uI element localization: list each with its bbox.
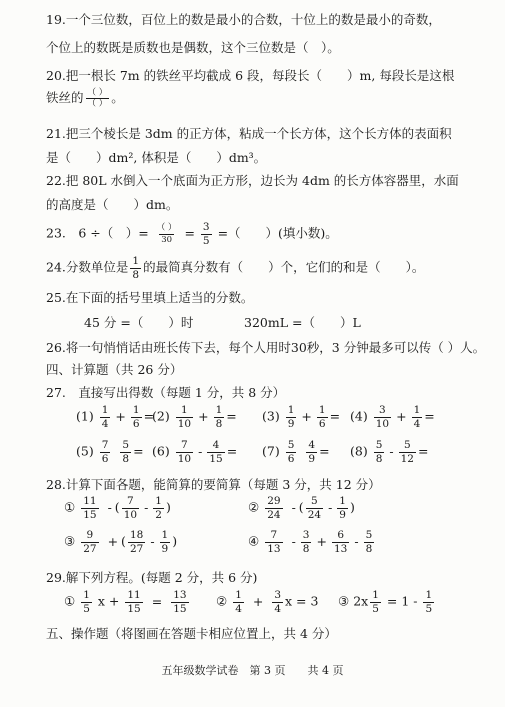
q27-item-3: (3) $\frac{1}{9}$ + $\frac{1}{6}$ = [262, 404, 341, 430]
q27-title: 27. 直接写出得数（每题 1 分，共 8 分） [46, 385, 286, 400]
q25-left: 45 分 =（ ）时 [84, 315, 194, 330]
q29-eq-2: ② $\frac{1}{4}$ + $\frac{3}{4}$ x = 3 [216, 589, 319, 615]
page-footer: 五年级数学试卷 第 3 页 共 4 页 [161, 664, 344, 677]
q20-line1: 20.把一根长 7m 的铁丝平均截成 6 段，每段长（ ）m, 每段长是这根 [46, 68, 455, 83]
q27-item-7: (7) $\frac{5}{6}$ $\frac{4}{9}$ = [262, 439, 330, 465]
q26-line1: 26.将一句悄悄话由班长传下去，每个人用时30秒，3 分钟最多可以传（ ）人。 [46, 340, 486, 355]
q19-line1: 19.一个三位数，百位上的数是最小的合数，十位上的数是最小的奇数， [46, 12, 441, 27]
q23 [46, 222, 338, 246]
q27-item-2: (2) $\frac{1}{10}$ + $\frac{1}{8}$ = [152, 404, 237, 430]
q28-expr-2: ② $\frac{29}{24}$ - ( $\frac{5}{24}$ - $\frac{1}{9}$ ) [248, 495, 355, 521]
q20-line2 [46, 88, 124, 109]
q25-line1: 25.在下面的括号里填上适当的分数。 [46, 290, 254, 305]
q25-right: 320mL =（ ）L [244, 315, 361, 330]
q28-expr-1: ① $\frac{11}{15}$ - ( $\frac{7}{10}$ - $\frac{1}{2}$ ) [64, 495, 171, 521]
q21-line2: 是（ ）dm², 体积是（ ）dm³。 [46, 150, 267, 165]
q23-fraction-2: $\frac{3}{5}$ [202, 221, 210, 247]
q28-expr-3: ③ $\frac{9}{27}$ + ( $\frac{18}{27}$ - $\frac{1}{9}$ ) [64, 529, 178, 555]
q20-blank-fraction: $\frac{( )}{( )}$ [87, 87, 108, 109]
q24 [46, 256, 424, 280]
section-5-title: 五、操作题（将图画在答题卡相应位置上，共 4 分） [46, 626, 337, 641]
q23-equals: = [184, 225, 195, 241]
q24-pre: 24.分数单位是 [46, 259, 129, 275]
q28-expr-4: ④ $\frac{7}{13}$ - $\frac{3}{8}$ + $\frac{6}{13}$ - $\frac{5}{8}$ [248, 529, 373, 555]
q27-item-6: (6) $\frac{7}{10}$ - $\frac{4}{15}$ = [152, 439, 238, 465]
section-4-title: 四、计算题（共 26 分） [46, 362, 183, 377]
q23-post: =（ ）(填小数)。 [217, 225, 338, 241]
q29-eq-3: ③ 2x $\frac{1}{5}$ = 1 - $\frac{1}{5}$ [338, 589, 433, 615]
q29-eq-1: ① $\frac{1}{5}$ x + $\frac{11}{15}$ = $\frac{13}{15}$ [64, 589, 187, 615]
q23-fraction-1: $\frac{( )}{30}$ [156, 223, 177, 245]
q23-pre: 23. 6 ÷（ ）= [46, 225, 149, 241]
q27-item-8: (8) $\frac{5}{8}$ - $\frac{5}{12}$ = [350, 439, 429, 465]
q27-item-4: (4) $\frac{3}{10}$ + $\frac{1}{4}$ = [350, 404, 435, 430]
q22-line1: 22.把 80L 水倒入一个底面为正方形，边长为 4dm 的长方体容器里，水面 [46, 173, 459, 188]
q20-end: 。 [111, 90, 124, 105]
q22-line2: 的高度是（ ）dm。 [46, 197, 179, 212]
q28-title: 28.计算下面各题，能简算的要简算（每题 3 分，共 12 分） [46, 477, 381, 492]
q27-item-1: (1) $\frac{1}{4}$ + $\frac{1}{6}$ = [76, 404, 155, 430]
q19-line2: 个位上的数既是质数也是偶数，这个三位数是（ ）。 [46, 40, 340, 55]
q29-title: 29.解下列方程。(每题 2 分，共 6 分) [46, 570, 258, 585]
q21-line1: 21.把三个棱长是 3dm 的正方体，粘成一个长方体，这个长方体的表面积 [46, 126, 452, 141]
q24-post: 的最简真分数有（ ）个，它们的和是（ ）。 [143, 259, 425, 275]
q24-fraction: $\frac{1}{8}$ [132, 255, 140, 281]
q20-text: 铁丝的 [46, 90, 84, 105]
q27-item-5: (5) $\frac{7}{6}$ $\frac{5}{8}$ = [76, 439, 144, 465]
